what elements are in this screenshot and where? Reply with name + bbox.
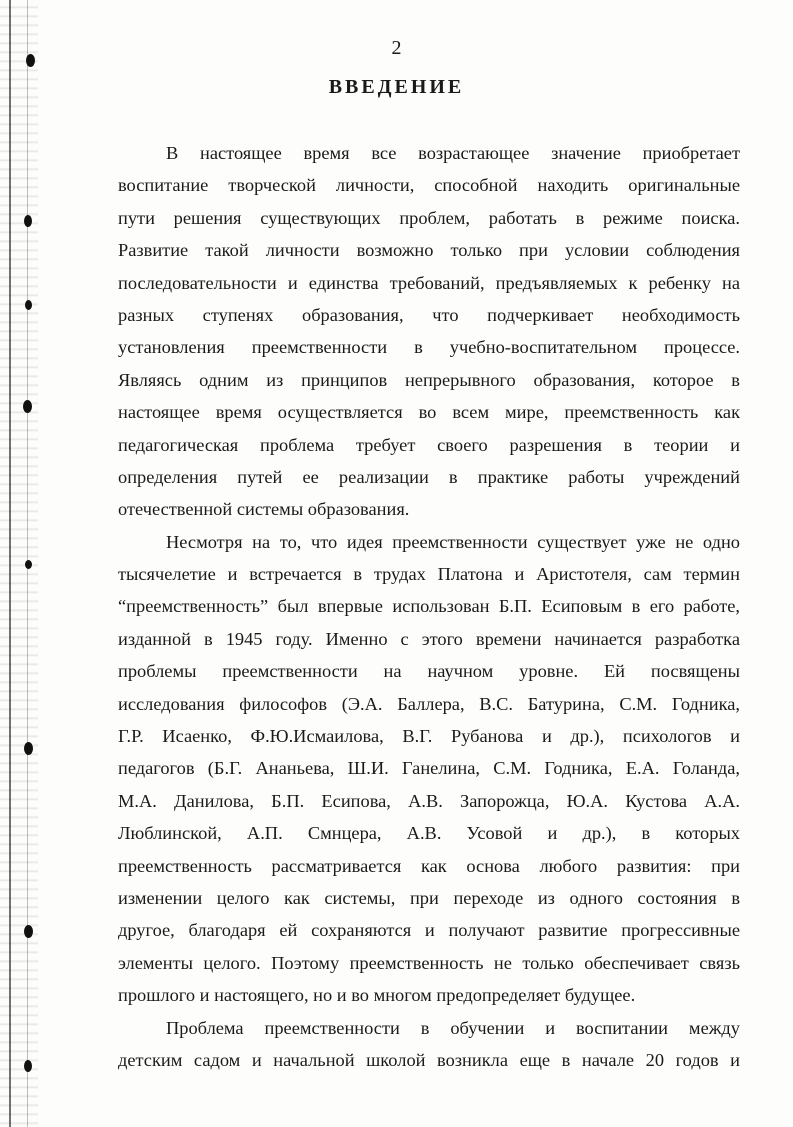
paragraph-line: Развитие такой личности возможно только при условии соблюдения bbox=[118, 240, 740, 261]
paragraph bbox=[118, 526, 740, 1012]
paragraph-line: М.А. Данилова, Б.П. Есипова, А.В. Запорожца, Ю.А. Кустова А.А. bbox=[118, 790, 740, 811]
paragraph-line: педагогов (Б.Г. Ананьева, Ш.И. Ганелина, С.М. Годника, Е.А. Голанда, bbox=[118, 758, 740, 779]
paragraph-line: Люблинской, А.П. Смнцера, А.В. Усовой и др.), в которых bbox=[118, 823, 740, 844]
paragraph-line: тысячелетие и встречается в трудах Платона и Аристотеля, сам термин bbox=[118, 564, 740, 585]
paragraph-line: воспитание творческой личности, способной находить оригинальные bbox=[118, 175, 740, 196]
paragraph-line: Несмотря на то, что идея преемственности существует уже не одно bbox=[166, 531, 740, 552]
paragraph bbox=[118, 137, 740, 526]
paragraph-line: разных ступенях образования, что подчеркивает необходимость bbox=[118, 304, 740, 325]
paragraph-line: последовательности и единства требований, предъявляемых к ребенку на bbox=[118, 272, 740, 293]
paragraph-line: прошлого и настоящего, но и во многом предопределяет будущее. bbox=[118, 985, 636, 1006]
paragraph-line: изменении целого как системы, при переходе из одного состояния в bbox=[118, 887, 740, 908]
paragraph-line: пути решения существующих проблем, работать в режиме поиска. bbox=[118, 207, 740, 228]
paragraph-line: детским садом и начальной школой возникла еще в начале 20 годов и bbox=[118, 1049, 740, 1070]
paragraph-line: Г.Р. Исаенко, Ф.Ю.Исмаилова, В.Г. Рубанова и др.), психологов и bbox=[118, 726, 740, 747]
paragraph-line: “преемственность” был впервые использован Б.П. Есиповым в его работе, bbox=[118, 596, 740, 617]
paragraph-line: изданной в 1945 году. Именно с этого времени начинается разработка bbox=[118, 628, 740, 649]
page-number: 2 bbox=[391, 37, 402, 59]
binding-speck bbox=[24, 215, 32, 227]
paragraph-line: элементы целого. Поэтому преемственность не только обеспечивает связь bbox=[118, 952, 740, 973]
paragraph-line: настоящее время осуществляется во всем мире, преемственность как bbox=[118, 402, 740, 423]
paragraph-line: педагогическая проблема требует своего разрешения в теории и bbox=[118, 434, 740, 455]
binding-speck bbox=[23, 400, 32, 413]
paragraph-line: определения путей ее реализации в практике работы учреждений bbox=[118, 466, 740, 487]
paragraph-line: В настоящее время все возрастающее значение приобретает bbox=[166, 143, 740, 163]
section-heading: ВВЕДЕНИЕ bbox=[328, 76, 465, 98]
paragraph-line: исследования философов (Э.А. Баллера, В.С. Батурина, С.М. Годника, bbox=[118, 693, 740, 714]
binding-speck bbox=[25, 300, 32, 310]
binding-rule-line bbox=[9, 0, 11, 1127]
paragraph-line: проблемы преемственности на научном уровне. Ей посвящены bbox=[118, 661, 740, 682]
binding-speck bbox=[24, 742, 33, 755]
binding-speck bbox=[25, 560, 32, 569]
body-text bbox=[118, 137, 740, 1076]
paragraph-line: Проблема преемственности в обучении и воспитании между bbox=[166, 1017, 740, 1038]
paragraph-line: преемственность рассматривается как основа любого развития: при bbox=[118, 855, 740, 876]
paragraph-line: установления преемственности в учебно-воспитательном процессе. bbox=[118, 337, 740, 358]
paragraph bbox=[118, 1012, 740, 1077]
paragraph-line: Являясь одним из принципов непрерывного образования, которое в bbox=[118, 369, 740, 390]
paragraph-line: отечественной системы образования. bbox=[118, 499, 410, 520]
binding-speck bbox=[24, 1060, 32, 1072]
scan-binding-edge bbox=[0, 0, 38, 1127]
paragraph-line: другое, благодаря ей сохраняются и получают развитие прогрессивные bbox=[118, 920, 740, 941]
binding-speck bbox=[24, 925, 33, 938]
